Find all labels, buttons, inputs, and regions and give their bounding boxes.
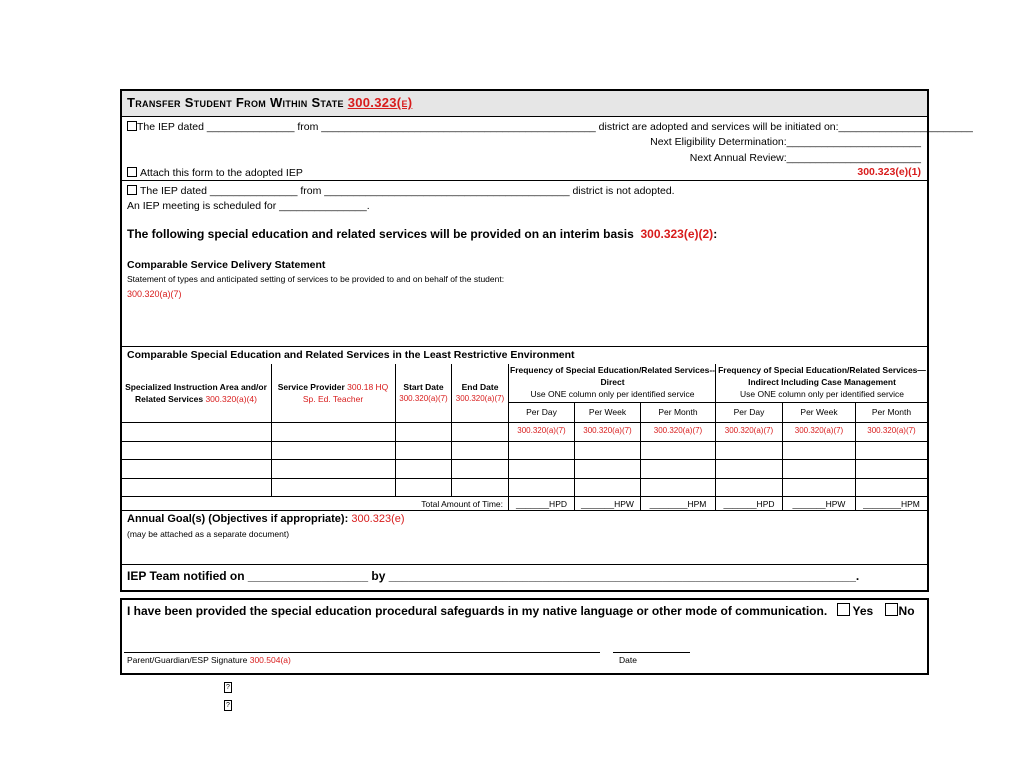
services-table-title: Comparable Special Education and Related Services in the Least Restrictive Environment — [127, 349, 575, 361]
stray-glyph-box: ? — [224, 700, 232, 711]
indirect-per-month: Per Month — [871, 407, 912, 417]
attach-checkbox[interactable] — [127, 167, 137, 177]
comparable-statement-subtitle: Statement of types and anticipated setting of services to be provided to and on behalf of the student: — [127, 274, 505, 284]
table-row[interactable] — [122, 442, 927, 458]
table-row[interactable] — [122, 460, 927, 477]
ref-cell: 300.320(a)(7) — [794, 426, 844, 435]
stray-glyph-box: ? — [224, 682, 232, 693]
comparable-statement-ref: 300.320(a)(7) — [127, 289, 182, 299]
annual-goals-note: (may be attached as a separate document) — [127, 529, 290, 539]
not-adopted-checkbox[interactable] — [127, 185, 137, 195]
team-notified-line: IEP Team notified on __________________ by ______________________________________________________________________. — [127, 569, 860, 583]
direct-per-month: Per Month — [658, 407, 698, 417]
table-row[interactable] — [122, 479, 927, 495]
not-adopted-line: The IEP dated _______________ from __________________________________________ district is not adopted. — [127, 185, 675, 197]
no-checkbox[interactable] — [885, 603, 898, 616]
total-indirect-hpw[interactable]: _______HPW — [792, 499, 846, 509]
indirect-per-day: Per Day — [733, 407, 765, 417]
adopted-checkbox[interactable] — [127, 121, 137, 131]
annual-goals-title: Annual Goal(s) (Objectives if appropriate): 300.323(e) — [127, 513, 405, 525]
col-end-header: End Date 300.320(a)(7) — [455, 382, 505, 403]
ref-cell: 300.320(a)(7) — [517, 426, 566, 435]
total-direct-hpw[interactable]: _______HPW — [581, 499, 634, 509]
total-amount-label: Total Amount of Time: — [421, 499, 503, 509]
meeting-line: An IEP meeting is scheduled for _______________. — [127, 200, 370, 212]
direct-per-day: Per Day — [526, 407, 557, 417]
direct-per-week: Per Week — [588, 407, 627, 417]
safeguards-statement: I have been provided the special education procedural safeguards in my native language or other mode of communication. Yes No — [127, 604, 915, 618]
attach-line: Attach this form to the adopted IEP — [127, 167, 303, 179]
ref-cell: 300.320(a)(7) — [583, 426, 632, 435]
comparable-statement-title: Comparable Service Delivery Statement — [127, 259, 326, 271]
col-area-header: Specialized Instruction Area and/or Related Services 300.320(a)(4) — [125, 382, 267, 404]
date-line[interactable] — [613, 652, 690, 653]
total-indirect-hpm[interactable]: ________HPM — [863, 499, 920, 509]
ref-cell: 300.320(a)(7) — [653, 426, 703, 435]
page-title: Transfer Student From Within State 300.323(e) — [127, 95, 413, 110]
total-direct-hpd[interactable]: _______HPD — [515, 499, 568, 509]
next-eligibility: Next Eligibility Determination:_______________________ — [650, 136, 921, 148]
col-start-header: Start Date 300.320(a)(7) — [399, 382, 448, 403]
adopted-iep-line: The IEP dated _______________ from _______________________________________________ district are adopted and services will be initiated on:_______________________ — [127, 121, 973, 133]
signature-label: Parent/Guardian/ESP Signature 300.504(a) — [127, 655, 291, 665]
direct-header: Frequency of Special Education/Related Services-- Direct Use ONE column only per identified service — [510, 365, 716, 399]
indirect-header: Frequency of Special Education/Related Services— Indirect Including Case Management Use ONE column only per identified service — [718, 365, 926, 399]
next-annual-review: Next Annual Review:_______________________ — [689, 152, 921, 164]
signature-line[interactable] — [124, 652, 600, 653]
total-indirect-hpd[interactable]: _______HPD — [723, 499, 775, 509]
ref-cell: 300.320(a)(7) — [724, 426, 774, 435]
ref-cell: 300.320(a)(7) — [867, 426, 916, 435]
col-provider-header: Service Provider 300.18 HQ Sp. Ed. Teacher — [277, 382, 389, 404]
total-direct-hpm[interactable]: ________HPM — [649, 499, 707, 509]
indirect-per-week: Per Week — [800, 407, 838, 417]
yes-checkbox[interactable] — [837, 603, 850, 616]
adopted-ref: 300.323(e)(1) — [857, 166, 921, 178]
date-label: Date — [619, 655, 637, 665]
interim-heading: The following special education and related services will be provided on an interim basis 300.323(e)(2): — [127, 227, 718, 241]
